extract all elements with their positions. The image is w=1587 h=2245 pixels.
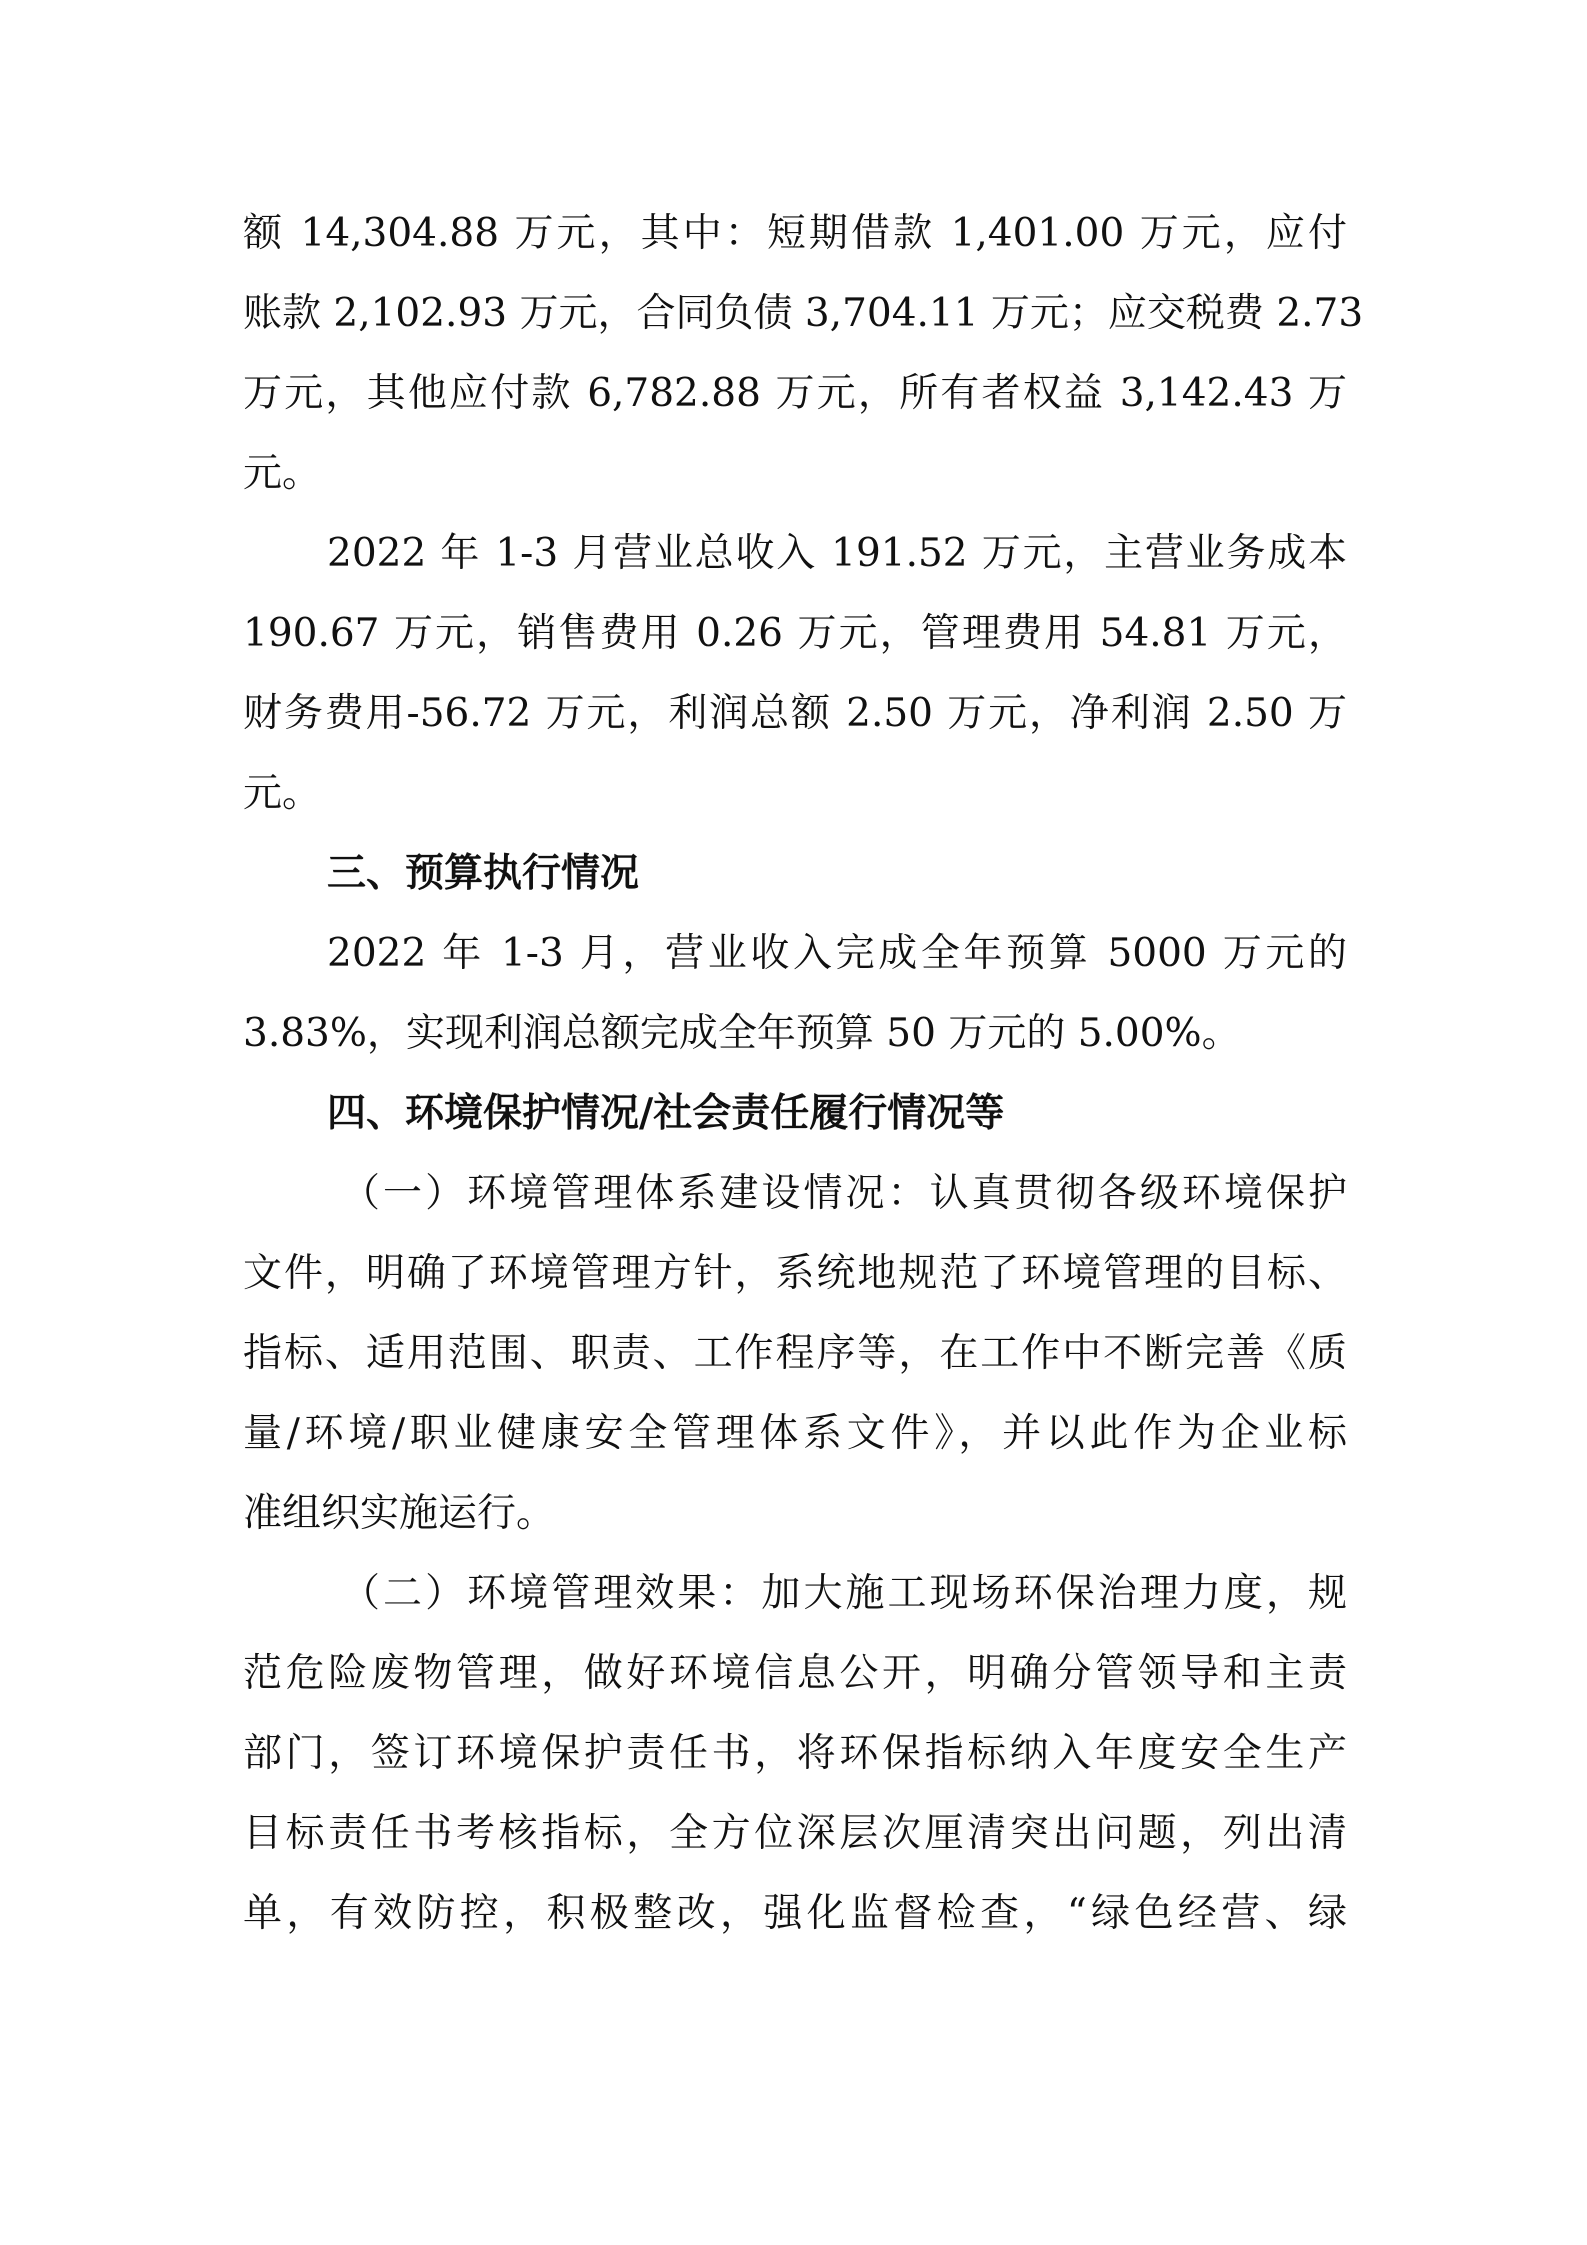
text-line: （一）环境管理体系建设情况：认真贯彻各级环境保护 (341, 1171, 1347, 1216)
text-line: 元。 (243, 451, 322, 496)
text-line: 量/环境/职业健康安全管理体系文件》，并以此作为企业标 (243, 1411, 1347, 1456)
document-page (243, 205, 1364, 1965)
text-line: 准组织实施运行。 (243, 1491, 556, 1536)
paragraph-income-statement (243, 525, 1347, 845)
text-line: 2022 年 1-3 月营业总收入 191.52 万元，主营业务成本 (327, 531, 1347, 576)
text-line: 2022 年 1-3 月，营业收入完成全年预算 5000 万元的 (327, 931, 1347, 976)
text-line: （二）环境管理效果：加大施工现场环保治理力度，规 (341, 1571, 1347, 1616)
text-line: 元。 (243, 771, 322, 816)
section-heading: 三、预算执行情况 (327, 851, 640, 896)
text-line: 账款 2,102.93 万元，合同负债 3,704.11 万元；应交税费 2.73 (243, 291, 1364, 336)
section-heading: 四、环境保护情况/社会责任履行情况等 (327, 1091, 1005, 1136)
text-line: 目标责任书考核指标，全方位深层次厘清突出问题，列出清 (243, 1811, 1347, 1856)
text-line: 单，有效防控，积极整改，强化监督检查，“绿色经营、绿 (243, 1891, 1347, 1936)
text-line: 范危险废物管理，做好环境信息公开，明确分管领导和主责 (243, 1651, 1347, 1696)
text-line: 指标、适用范围、职责、工作程序等，在工作中不断完善《质 (243, 1331, 1347, 1376)
subsection-environment-results (243, 1565, 1347, 1965)
text-line: 190.67 万元，销售费用 0.26 万元，管理费用 54.81 万元， (243, 611, 1347, 656)
text-line: 文件，明确了环境管理方针，系统地规范了环境管理的目标、 (243, 1251, 1347, 1296)
subsection-environment-system (243, 1165, 1347, 1565)
text-line: 万元，其他应付款 6,782.88 万元，所有者权益 3,142.43 万 (243, 371, 1347, 416)
section-environment-csr (243, 1085, 1347, 1965)
paragraph-balance-sheet (243, 205, 1364, 525)
text-line: 3.83%，实现利润总额完成全年预算 50 万元的 5.00%。 (243, 1011, 1241, 1056)
section-budget-execution (243, 845, 1347, 1085)
text-line: 额 14,304.88 万元，其中：短期借款 1,401.00 万元，应付 (243, 211, 1347, 256)
text-line: 财务费用-56.72 万元，利润总额 2.50 万元，净利润 2.50 万 (243, 691, 1347, 736)
text-line: 部门，签订环境保护责任书，将环保指标纳入年度安全生产 (243, 1731, 1347, 1776)
